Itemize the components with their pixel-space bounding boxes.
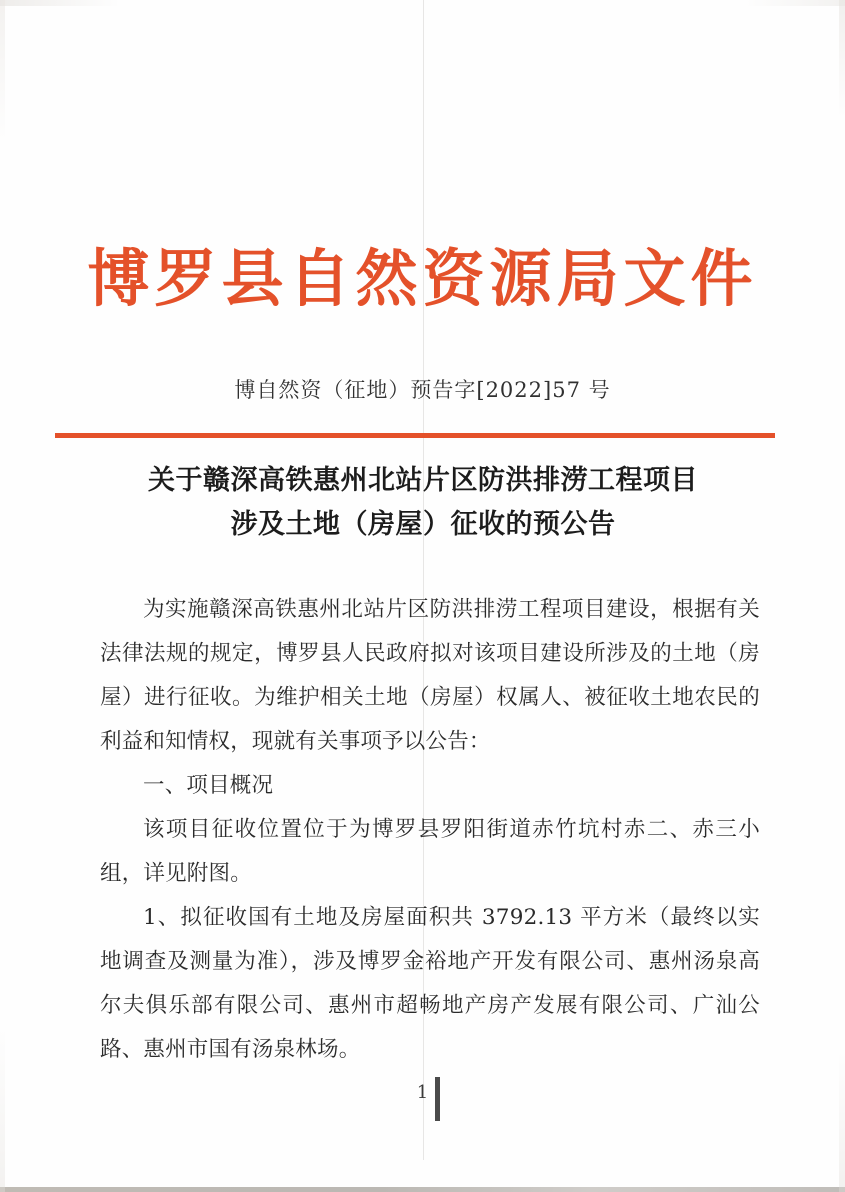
body-paragraph-item-1: 1、拟征收国有土地及房屋面积共 3792.13 平方米（最终以实地调查及测量为准），涉及博罗金裕地产开发有限公司、惠州汤泉高尔夫俱乐部有限公司、惠州市超畅地产房产发展有限公司、广汕公路、惠州市国有汤泉林场。 [100,905,760,1062]
red-separator-rule [55,433,775,438]
document-body [100,588,760,1072]
document-title-line-2: 涉及土地（房屋）征收的预公告 [230,509,616,540]
page-number [0,1082,845,1103]
masthead [0,242,845,315]
document-title [88,459,758,547]
body-paragraph-location: 该项目征收位置位于为博罗县罗阳街道赤竹坑村赤二、赤三小组，详见附图。 [100,817,760,886]
issuing-authority-title: 博罗县自然资源局文件 [87,242,758,315]
page-number-scan-mark [435,1077,440,1121]
scan-edge-bottom [0,1187,845,1192]
document-title-line-1: 关于赣深高铁惠州北站片区防洪排涝工程项目 [148,465,698,496]
body-paragraph-preamble: 为实施赣深高铁惠州北站片区防洪排涝工程项目建设，根据有关法律法规的规定，博罗县人民政府拟对该项目建设所涉及的土地（房屋）进行征收。为维护相关土地（房屋）权属人、被征收土地农民的利益和知情权，现就有关事项予以公告： [100,597,760,754]
scan-edge-left [0,0,5,1192]
body-section-heading-project-overview: 一、项目概况 [143,773,274,798]
page-number-value: 1 [416,1082,429,1103]
scan-edge-right [839,0,845,1192]
document-serial-number: 博自然资（征地）预告字[2022]57 号 [234,378,611,402]
